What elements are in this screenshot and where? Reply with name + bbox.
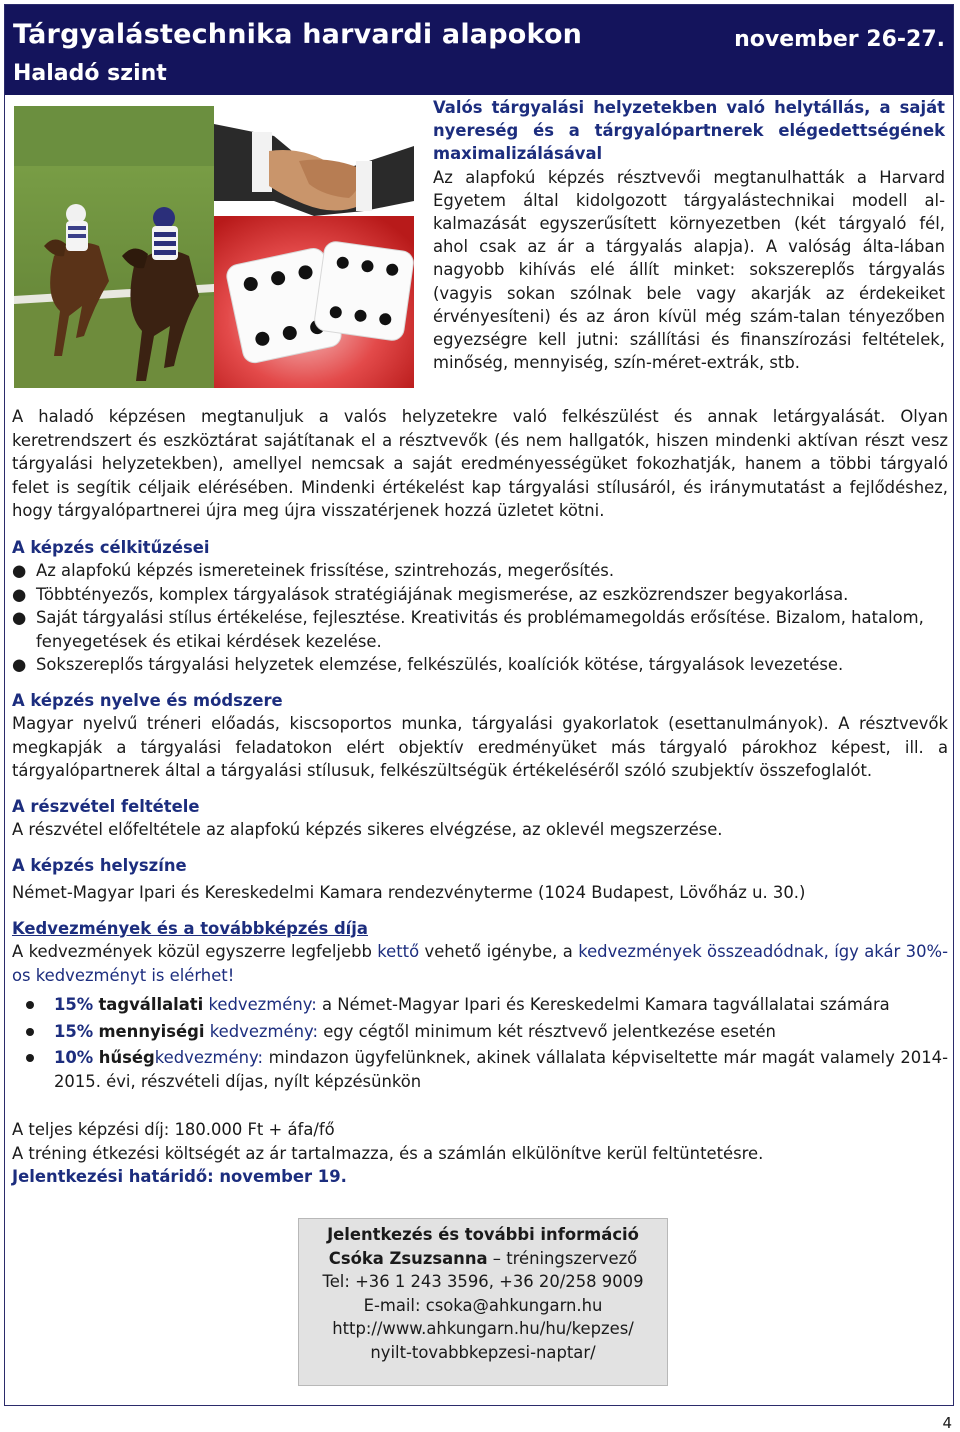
- bullet-icon: [26, 1028, 34, 1036]
- contact-phone: Tel: +36 1 243 3596, +36 20/258 9009: [322, 1272, 644, 1291]
- list-item: ● Sokszereplős tárgyalási helyzetek elemzése, felkészülés, koalíciók kötése, tárgyalások levezetése.: [12, 653, 948, 677]
- contact-url-cont[interactable]: nyilt-tovabbkepzesi-naptar/: [370, 1342, 596, 1362]
- list-item: 10% hűségkedvezmény: mindazon ügyfelünknek, akinek vállalata képviseltette már magát valamely 2014-2015. évi, részvételi díjas, nyílt képzésünkön: [12, 1046, 948, 1093]
- condition-body: A részvétel előfeltétele az alapfokú képzés sikeres elvégzése, az oklevél megszerzése.: [12, 820, 723, 839]
- page-header: [5, 5, 953, 95]
- intro-lead: Valós tárgyalási helyzetekben való helytállás, a saját nyereség és a tárgyalópartnerek elégedettségének maximalizálásával: [433, 98, 945, 164]
- contact-person: Csóka Zsuzsanna – tréningszervező: [328, 1248, 638, 1268]
- language-body: Magyar nyelvű tréneri előadás, kiscsoportos munka, tárgyalási gyakorlatok (esettanulmányok). A résztvevők megkapják a tárgyalási feladatokon elért objektív eredményüket más tárgyaló párokhoz képest, ill. a tárgyalópartnerek által a tárgyalási stílusuk, felkészültségük értékeléséről szóló szubjektív összefoglalót.: [12, 714, 948, 780]
- meals-line: A tréning étkezési költségét az ár tartalmazza, és a számlán elkülönítve kerül feltüntetésre.: [12, 1143, 764, 1163]
- deadline-line: Jelentkezési határidő: november 19.: [12, 1167, 347, 1186]
- bullet-icon: ●: [12, 655, 27, 674]
- course-level: Haladó szint: [13, 61, 167, 86]
- list-item: 15% mennyiségi kedvezmény: egy cégtől minimum két résztvevő jelentkezése esetén: [12, 1020, 948, 1044]
- fee-line: A teljes képzési díj: 180.000 Ft + áfa/fő: [12, 1120, 335, 1139]
- contact-title: Jelentkezés és további információ: [327, 1225, 639, 1244]
- bullet-icon: ●: [12, 584, 27, 604]
- advanced-paragraph: A haladó képzésen megtanuljuk a valós helyzetekre való felkészülést és annak letárgyalását. Olyan keretrendszert és eszköztárat sajátítanak el a résztvevők (és nem hallgatók, hiszen mindenki aktívan részt vesz tárgyalási helyzetekben), amellyel nemcsak a saját eredményességüket fokozhatják, hanem a többi tárgyaló felet is segítik céljaik elérésében. Mindenki értékelést kap tárgyalási stílusáról, és iránymutatást a fejlődéshez, hogy tárgyalópartnerei újra meg újra visszatérjenek hozzá üzletet kötni.: [12, 407, 948, 520]
- list-item: ● Saját tárgyalási stílus értékelése, fejlesztése. Kreativitás és problémamegoldás erősítése. Bizalom, hatalom, fenyegetések és etikai kérdések kezelése.: [12, 608, 924, 651]
- intro-block: [433, 96, 945, 374]
- venue-body: Német-Magyar Ipari és Kereskedelmi Kamara rendezvényterme (1024 Budapest, Lövőház u. 30.): [12, 883, 806, 902]
- intro-body: Az alapfokú képzés résztvevői megtanulhatták a Harvard Egyetem által kidolgozott tárgyalástechnikai modell al-kalmazását egyszerűsített környezetben (két tárgyaló fél, ahol csak az ár a tárgyalás alapja). A valóság álta-lában nagyobb kihívás elé állít minket: sokszereplős tárgyalás (vagyis sokan szólnak bele vagy akarják az érdekeiket érvényesíteni) és az áron kívül még szám-talan tényezőben egyezségre kell jutni: szállítási és finanszírozási feltételek, minőség, mennyiség, szín-méret-extrák, stb.: [433, 167, 945, 373]
- goals-list: [12, 559, 948, 677]
- goals-heading: A képzés célkitűzései: [12, 537, 210, 557]
- page-number: 4: [942, 1414, 952, 1432]
- list-item: 15% tagvállalati kedvezmény: a Német-Magyar Ipari és Kereskedelmi Kamara tagvállalatai számára: [12, 993, 948, 1017]
- discounts-list: [12, 993, 948, 1093]
- contact-email[interactable]: E-mail: csoka@ahkungarn.hu: [363, 1295, 603, 1315]
- handshake-dice-image: [214, 106, 414, 388]
- main-content: [12, 405, 948, 1189]
- discounts-heading: Kedvezmények és a továbbképzés díja: [12, 918, 368, 938]
- course-date: november 26-27.: [734, 27, 945, 52]
- list-item: ● Többtényezős, komplex tárgyalások stratégiájának megismerése, az eszközrendszer begyakorlása.: [12, 583, 948, 607]
- condition-heading: A részvétel feltétele: [12, 796, 200, 816]
- discounts-intro: A kedvezmények közül egyszerre legfeljebb kettő vehető igénybe, a kedvezmények összeadódnak, így akár 30%-os kedvezményt is elérhet!: [12, 942, 948, 985]
- bullet-icon: ●: [12, 608, 27, 627]
- bullet-icon: [26, 1054, 34, 1062]
- list-item: ● Az alapfokú képzés ismereteinek frissítése, szintrehozás, megerősítés.: [12, 559, 948, 583]
- bullet-icon: ●: [12, 561, 27, 580]
- contact-url[interactable]: http://www.ahkungarn.hu/hu/kepzes/: [332, 1319, 634, 1338]
- bullet-icon: [26, 1001, 34, 1009]
- horse-race-image: [14, 106, 214, 388]
- contact-box: [298, 1218, 668, 1386]
- language-heading: A képzés nyelve és módszere: [12, 690, 283, 710]
- venue-heading: A képzés helyszíne: [12, 855, 187, 875]
- course-title: Tárgyalástechnika harvardi alapokon: [13, 19, 583, 50]
